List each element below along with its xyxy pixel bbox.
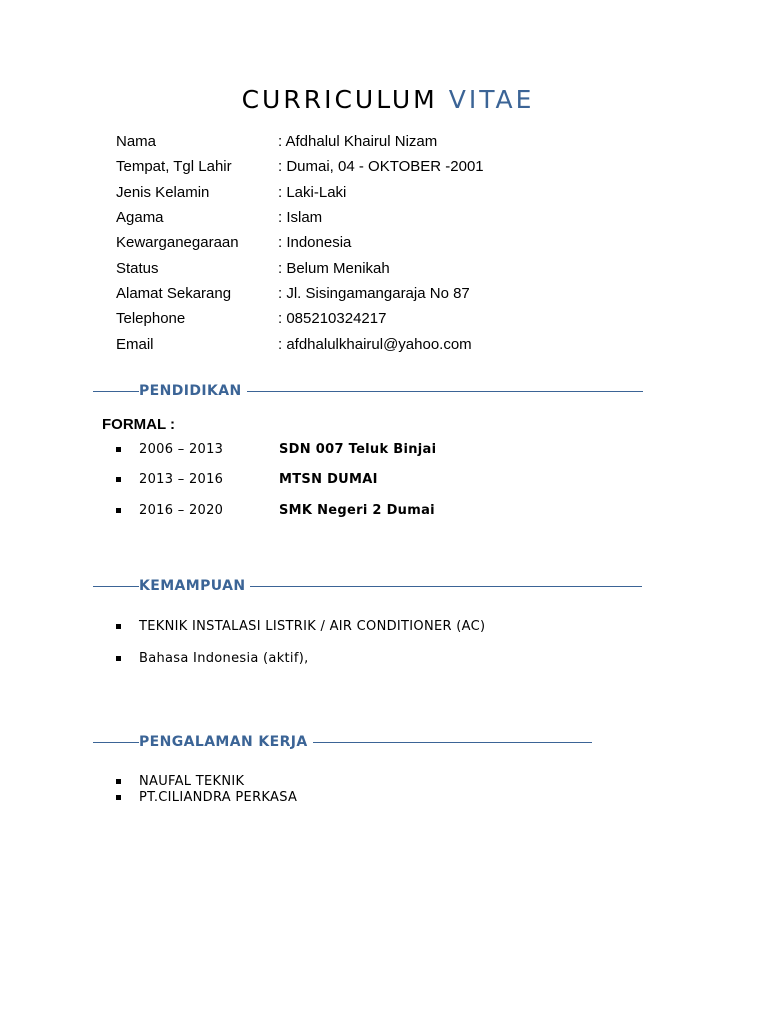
info-row-agama	[116, 205, 676, 230]
info-row-tempat-tgl-lahir	[116, 154, 676, 179]
heading-line-left	[93, 586, 139, 587]
info-label: Jenis Kelamin	[116, 183, 210, 201]
skill-text: TEKNIK INSTALASI LISTRIK / AIR CONDITIONER (AC)	[139, 618, 486, 634]
heading-line-left	[93, 391, 139, 392]
info-row-jenis-kelamin	[116, 180, 676, 205]
bullet-icon	[116, 508, 121, 513]
skill-item	[116, 648, 309, 668]
info-label: Email	[116, 335, 154, 353]
education-school: MTSN DUMAI	[279, 471, 378, 487]
section-heading-pendidikan	[93, 381, 643, 401]
info-label: Status	[116, 259, 159, 277]
info-row-status	[116, 255, 676, 280]
experience-item	[116, 773, 244, 789]
education-item	[116, 439, 436, 459]
info-value: : Laki-Laki	[278, 183, 347, 201]
info-row-alamat	[116, 281, 676, 306]
heading-line-left	[93, 742, 139, 743]
experience-text: NAUFAL TEKNIK	[139, 773, 245, 789]
bullet-icon	[116, 656, 121, 661]
section-heading-label: PENGALAMAN KERJA	[139, 734, 308, 750]
skill-item	[116, 616, 485, 636]
bullet-icon	[116, 779, 121, 784]
info-label: Agama	[116, 209, 164, 227]
info-row-email	[116, 331, 676, 356]
info-value: : Afdhalul Khairul Nizam	[278, 133, 438, 151]
info-value: : Indonesia	[278, 234, 352, 252]
formal-label: FORMAL :	[102, 416, 176, 433]
heading-line-right	[247, 391, 643, 392]
info-label: Telephone	[116, 310, 186, 328]
bullet-icon	[116, 795, 121, 800]
education-year: 2006 – 2013	[139, 441, 224, 457]
skill-text: Bahasa Indonesia (aktif),	[139, 650, 309, 666]
info-value: : Islam	[278, 209, 323, 227]
info-value: : Dumai, 04 - OKTOBER -2001	[278, 158, 484, 176]
personal-info-table	[116, 129, 676, 357]
education-school: SMK Negeri 2 Dumai	[279, 502, 435, 518]
bullet-icon	[116, 624, 121, 629]
info-row-kewarganegaraan	[116, 230, 676, 255]
bullet-icon	[116, 447, 121, 452]
title-part-curriculum: CURRICULUM	[241, 85, 438, 114]
education-item	[116, 469, 378, 489]
section-heading-kemampuan	[93, 576, 642, 596]
info-label: Kewarganegaraan	[116, 234, 239, 252]
heading-line-right	[250, 586, 642, 587]
info-value: : 085210324217	[278, 310, 387, 328]
education-year: 2013 – 2016	[139, 471, 224, 487]
heading-line-right	[313, 742, 592, 743]
info-label: Nama	[116, 133, 157, 151]
education-school: SDN 007 Teluk Binjai	[279, 441, 437, 457]
info-value: : Belum Menikah	[278, 259, 390, 277]
section-heading-pengalaman-kerja	[93, 732, 592, 752]
info-label: Tempat, Tgl Lahir	[116, 158, 232, 176]
section-heading-label: PENDIDIKAN	[139, 383, 242, 399]
document-title	[0, 84, 768, 116]
info-value: : afdhalulkhairul@yahoo.com	[278, 335, 472, 353]
info-label: Alamat Sekarang	[116, 284, 232, 302]
education-item	[116, 500, 435, 520]
experience-item	[116, 789, 297, 805]
education-year: 2016 – 2020	[139, 502, 224, 518]
bullet-icon	[116, 477, 121, 482]
info-row-telephone	[116, 306, 676, 331]
info-value: : Jl. Sisingamangaraja No 87	[278, 284, 470, 302]
experience-text: PT.CILIANDRA PERKASA	[139, 789, 298, 805]
info-row-nama	[116, 129, 676, 154]
section-heading-label: KEMAMPUAN	[139, 578, 246, 594]
title-part-vitae: VITAE	[448, 85, 535, 114]
